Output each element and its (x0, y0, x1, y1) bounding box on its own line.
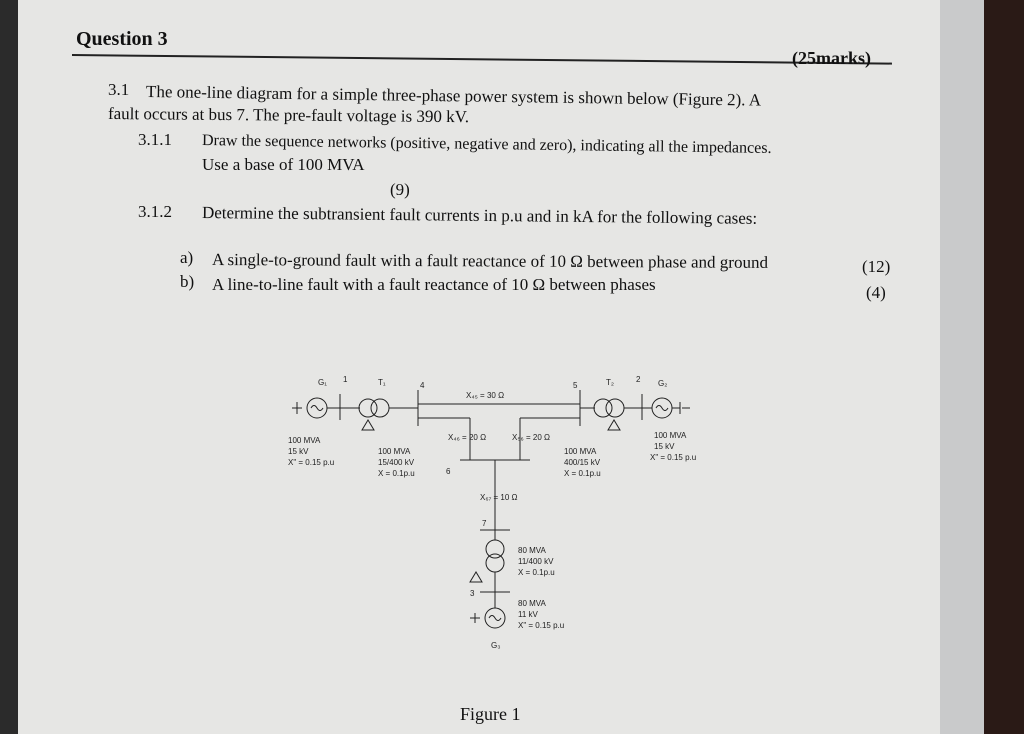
q312-number: 3.1.2 (138, 202, 172, 221)
g3-x: X" = 0.15 p.u (518, 621, 565, 630)
g1-mva: 100 MVA (288, 436, 321, 445)
bus4-label: 4 (420, 381, 425, 390)
t2-x: X = 0.1p.u (564, 469, 601, 478)
q312-line1: Determine the subtransient fault currents in p.u and in kA for the following cases: (201, 203, 758, 228)
table-edge (984, 0, 1024, 734)
g3-mva: 80 MVA (518, 599, 546, 608)
bus5-label: 5 (573, 381, 578, 390)
g2-label: G₂ (658, 379, 668, 388)
total-marks: (25marks) (792, 48, 871, 68)
g2-mva: 100 MVA (654, 431, 687, 440)
case-b-text: A line-to-line fault with a fault reactance of 10 Ω between phases (212, 275, 656, 294)
g3-label: G₃ (491, 641, 501, 650)
t3-kv: 11/400 kV (518, 557, 554, 566)
t3-x: X = 0.1p.u (518, 568, 555, 577)
q31-number: 3.1 (108, 80, 130, 99)
case-b-label: b) (180, 272, 195, 291)
case-a-label: a) (180, 248, 194, 267)
case-b-marks: (4) (866, 283, 886, 302)
t1-label: T₁ (378, 378, 386, 387)
g2-kv: 15 kV (654, 442, 675, 451)
t3-mva: 80 MVA (518, 546, 546, 555)
g1-x: X" = 0.15 p.u (288, 458, 335, 467)
g1-kv: 15 kV (288, 447, 309, 456)
one-line-diagram (270, 370, 730, 670)
bus6-label: 6 (446, 467, 451, 476)
case-a-marks: (12) (862, 257, 891, 276)
t2-label: T₂ (606, 378, 614, 387)
q311-number: 3.1.1 (138, 130, 172, 149)
t1-kv: 15/400 kV (378, 458, 415, 467)
x56-label: X₅₆ = 20 Ω (512, 433, 551, 442)
x45-label: X₄₅ = 30 Ω (466, 391, 505, 400)
x67-label: X₆₇ = 10 Ω (480, 493, 518, 502)
bus1-label: 1 (343, 375, 348, 384)
question-title: Question 3 (76, 28, 168, 50)
q31-line1: The one-line diagram for a simple three-phase power system is shown below (Figure 2). A (145, 82, 762, 110)
t1-mva: 100 MVA (378, 447, 411, 456)
bus3-label: 3 (470, 589, 475, 598)
q31-line2: fault occurs at bus 7. The pre-fault voltage is 390 kV. (107, 104, 470, 127)
left-edge (0, 0, 18, 734)
bus7-label: 7 (482, 519, 487, 528)
t1-x: X = 0.1p.u (378, 469, 415, 478)
figure-caption: Figure 1 (460, 704, 521, 724)
x46-label: X₄₆ = 20 Ω (448, 433, 487, 442)
t2-mva: 100 MVA (564, 447, 597, 456)
g2-x: X" = 0.15 p.u (650, 453, 697, 462)
g3-kv: 11 kV (518, 610, 538, 619)
q311-line2: Use a base of 100 MVA (202, 155, 365, 174)
g1-label: G₁ (318, 378, 327, 387)
bus2-label: 2 (636, 375, 641, 384)
case-a-text: A single-to-ground fault with a fault reactance of 10 Ω between phase and ground (211, 250, 769, 272)
t2-kv: 400/15 kV (564, 458, 601, 467)
q311-line1: Draw the sequence networks (positive, negative and zero), indicating all the impedances. (201, 132, 772, 157)
right-band (940, 0, 984, 734)
q311-marks: (9) (390, 180, 410, 199)
